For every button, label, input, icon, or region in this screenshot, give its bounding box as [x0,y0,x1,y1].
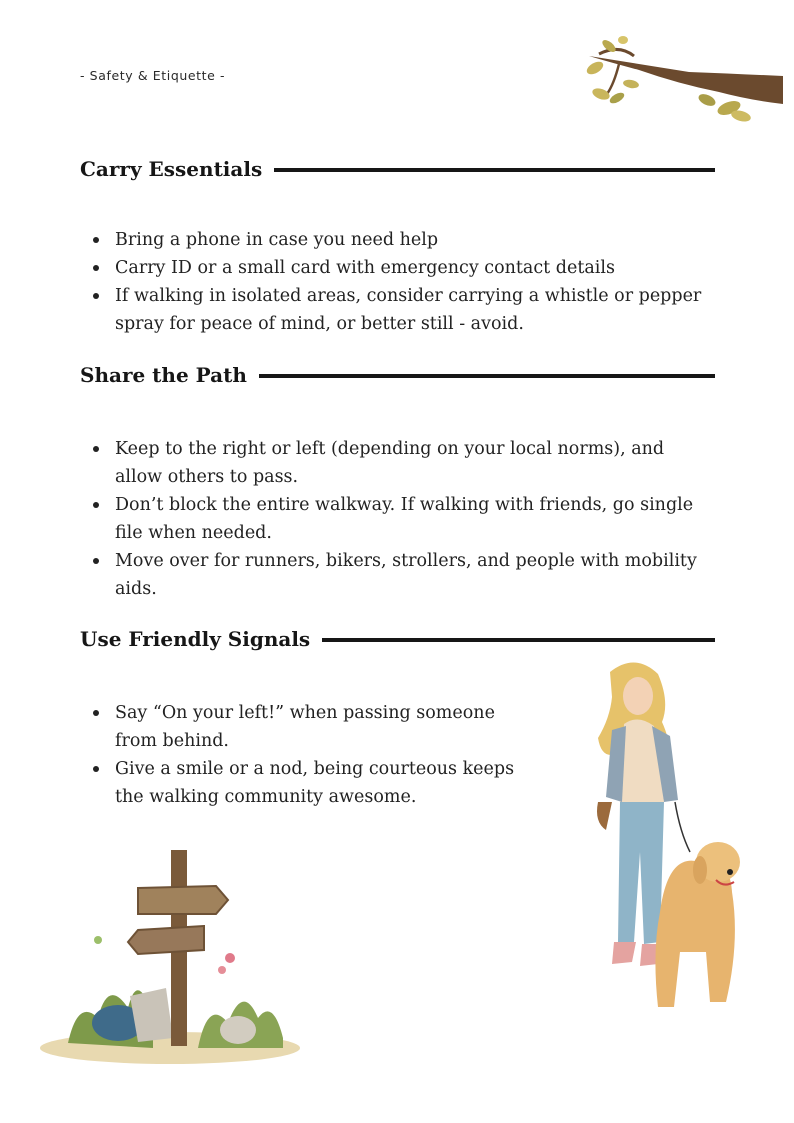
bullet-list [80,226,715,338]
signpost-illustration [38,848,303,1066]
list-item: Carry ID or a small card with emergency contact details [80,254,715,282]
section-heading-row [80,627,715,651]
list-item: Give a smile or a nod, being courteous keeps the walking community awesome. [80,755,520,811]
list-item: If walking in isolated areas, consider carrying a whistle or pepper spray for peace of mind, or better still - avoid. [80,282,715,338]
bullet-list [80,435,715,603]
list-item: Bring a phone in case you need help [80,226,715,254]
section-heading-row [80,363,715,387]
section-carry-essentials [80,157,715,338]
list-item: Don’t block the entire walkway. If walking with friends, go single file when needed. [80,491,715,547]
page-header-label: - Safety & Etiquette - [80,68,226,83]
section-title: Use Friendly Signals [80,627,311,651]
list-item: Say “On your left!” when passing someone from behind. [80,699,520,755]
section-share-the-path [80,363,715,603]
section-heading-row [80,157,715,181]
heading-divider [322,638,715,642]
tree-branch-illustration [579,34,784,122]
woman-walking-dog-illustration [540,652,750,1027]
section-title: Share the Path [80,363,247,387]
bullet-list [80,699,520,811]
section-title: Carry Essentials [80,157,263,181]
heading-divider [259,374,715,378]
heading-divider [274,168,715,172]
list-item: Keep to the right or left (depending on your local norms), and allow others to pass. [80,435,715,491]
list-item: Move over for runners, bikers, strollers, and people with mobility aids. [80,547,715,603]
